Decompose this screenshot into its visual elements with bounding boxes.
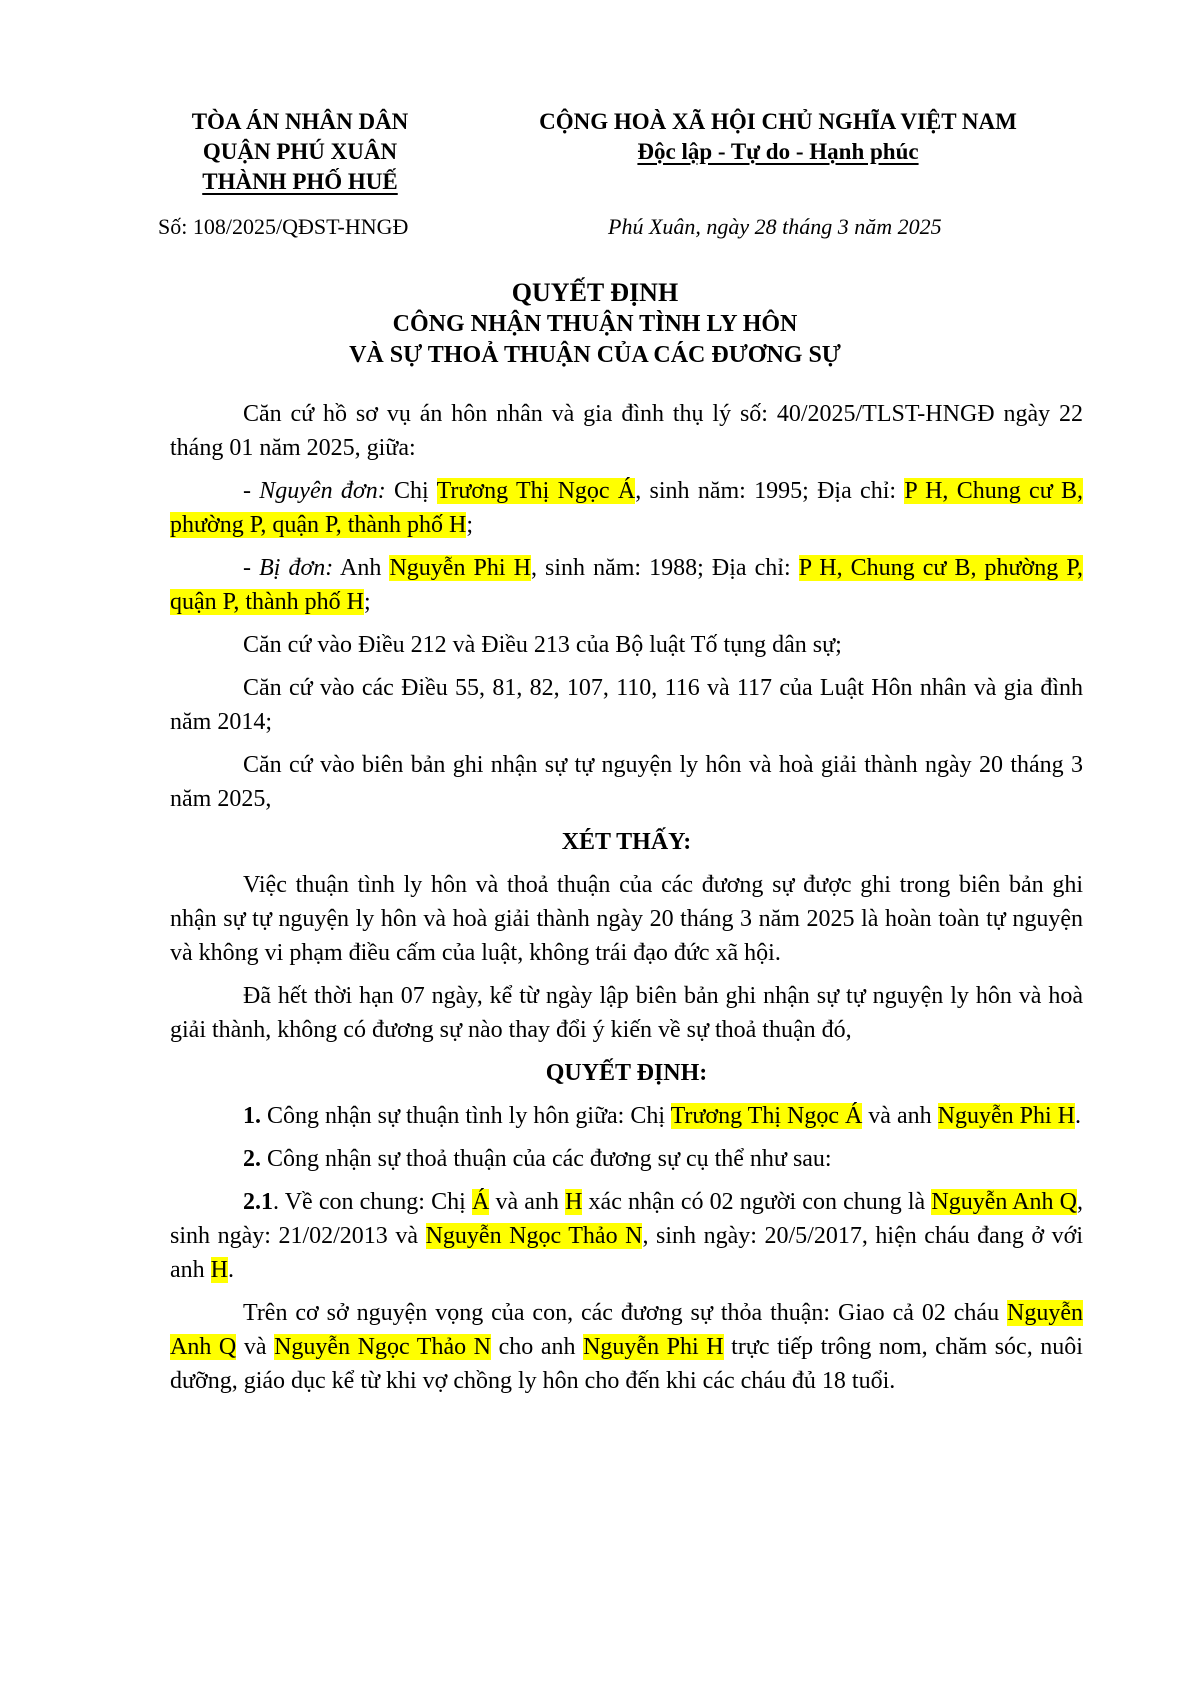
- title-main: QUYẾT ĐỊNH: [511, 278, 679, 307]
- husband-name: Nguyễn Phi H: [937, 1103, 1075, 1129]
- paragraph-custody-agreement: Trên cơ sở nguyện vọng của con, các đương sự thỏa thuận: Giao cả 02 cháu Nguyễn Anh Q và Nguyễn Ngọc Thảo N cho anh Nguyễn Phi H trực tiếp trông nom, chăm sóc, nuôi dưỡng, giáo dục kể từ khi vợ chồng ly hôn cho đến khi các cháu đủ 18 tuổi.: [170, 1300, 1083, 1394]
- custody-child-2-name: Nguyễn Ngọc Thảo N: [274, 1334, 492, 1360]
- paragraph-time-limit: Đã hết thời hạn 07 ngày, kể từ ngày lập biên bản ghi nhận sự tự nguyện ly hôn và hoà giải thành, không có đương sự nào thay đổi ý kiến về sự thoả thuận đó,: [170, 983, 1083, 1043]
- decision-item-2-1: 2.1. Về con chung: Chị Á và anh H xác nhận có 02 người con chung là Nguyễn Anh Q, sinh ngày: 21/02/2013 và Nguyễn Ngọc Thảo N, sinh ngày: 20/5/2017, hiện cháu đang ở với anh H.: [170, 1189, 1084, 1283]
- paragraph-civil-procedure-basis: Căn cứ vào Điều 212 và Điều 213 của Bộ luật Tố tụng dân sự;: [243, 632, 842, 658]
- decision-item-2-1-number: 2.1: [243, 1189, 273, 1215]
- paragraph-case-basis: Căn cứ hồ sơ vụ án hôn nhân và gia đình thụ lý số: 40/2025/TLST-HNGĐ ngày 22 tháng 01 năm 2025, giữa:: [170, 401, 1083, 461]
- national-motto: Độc lập - Tự do - Hạnh phúc: [637, 139, 919, 164]
- custodian-name: Nguyễn Phi H: [583, 1334, 724, 1360]
- court-line-1: TÒA ÁN NHÂN DÂN: [191, 109, 409, 134]
- document-body: [170, 397, 1083, 1407]
- paragraph-defendant: - Bị đơn: Anh Nguyễn Phi H, sinh năm: 1988; Địa chỉ: P H, Chung cư B, phường P, quận P, thành phố H;: [170, 555, 1084, 615]
- place-and-date: Phú Xuân, ngày 28 tháng 3 năm 2025: [608, 214, 942, 239]
- defendant-address: P H, Chung cư B, phường P, quận P, thành phố H: [170, 555, 1084, 615]
- paragraph-family-law-basis: Căn cứ vào các Điều 55, 81, 82, 107, 110, 116 và 117 của Luật Hôn nhân và gia đình năm 2014;: [170, 675, 1083, 735]
- heading-decision: QUYẾT ĐỊNH:: [545, 1060, 708, 1086]
- child-2-name: Nguyễn Ngọc Thảo N: [425, 1223, 643, 1249]
- defendant-name: Nguyễn Phi H: [389, 555, 531, 581]
- decision-item-1-number: 1.: [243, 1103, 261, 1129]
- plaintiff-label: - Nguyên đơn:: [243, 478, 386, 504]
- custodian-short-name: H: [210, 1257, 228, 1283]
- defendant-label: - Bị đơn:: [243, 555, 334, 581]
- plaintiff-address: P H, Chung cư B, phường P, quận P, thành phố H: [170, 478, 1084, 538]
- document-number: Số: 108/2025/QĐST-HNGĐ: [158, 214, 409, 239]
- child-1-name: Nguyễn Anh Q: [931, 1189, 1078, 1215]
- decision-item-1: 1. Công nhận sự thuận tình ly hôn giữa: Chị Trương Thị Ngọc Á và anh Nguyễn Phi H.: [243, 1103, 1081, 1129]
- decision-item-2-number: 2.: [243, 1146, 261, 1172]
- country-name: CỘNG HOÀ XÃ HỘI CHỦ NGHĨA VIỆT NAM: [539, 109, 1017, 134]
- paragraph-voluntariness: Việc thuận tình ly hôn và thoả thuận của các đương sự được ghi trong biên bản ghi nhận sự tự nguyện ly hôn và hoà giải thành ngày 20 tháng 3 năm 2025 là hoàn toàn tự nguyện và không vi phạm điều cấm của luật, không trái đạo đức xã hội.: [170, 872, 1083, 966]
- national-motto-block: [478, 107, 1078, 167]
- wife-name: Trương Thị Ngọc Á: [670, 1103, 863, 1129]
- document-title: [0, 277, 1190, 371]
- heading-considering: XÉT THẤY:: [561, 829, 692, 855]
- decision-item-2: 2. Công nhận sự thoả thuận của các đương sự cụ thể như sau:: [243, 1146, 832, 1172]
- custody-child-1-name: Nguyễn Anh Q: [170, 1300, 1083, 1360]
- court-line-3: THÀNH PHỐ HUẾ: [202, 169, 398, 194]
- title-sub-1: CÔNG NHẬN THUẬN TÌNH LY HÔN: [392, 311, 798, 337]
- wife-short-name: Á: [471, 1189, 490, 1215]
- court-line-2: QUẬN PHÚ XUÂN: [202, 139, 398, 164]
- paragraph-plaintiff: - Nguyên đơn: Chị Trương Thị Ngọc Á, sinh năm: 1995; Địa chỉ: P H, Chung cư B, phường P, quận P, thành phố H;: [170, 478, 1084, 538]
- title-sub-2: VÀ SỰ THOẢ THUẬN CỦA CÁC ĐƯƠNG SỰ: [349, 342, 841, 368]
- plaintiff-name: Trương Thị Ngọc Á: [436, 478, 636, 504]
- court-name-block: [150, 107, 450, 197]
- paragraph-mediation-record-basis: Căn cứ vào biên bản ghi nhận sự tự nguyện ly hôn và hoà giải thành ngày 20 tháng 3 năm 2025,: [170, 752, 1083, 812]
- husband-short-name: H: [565, 1189, 583, 1215]
